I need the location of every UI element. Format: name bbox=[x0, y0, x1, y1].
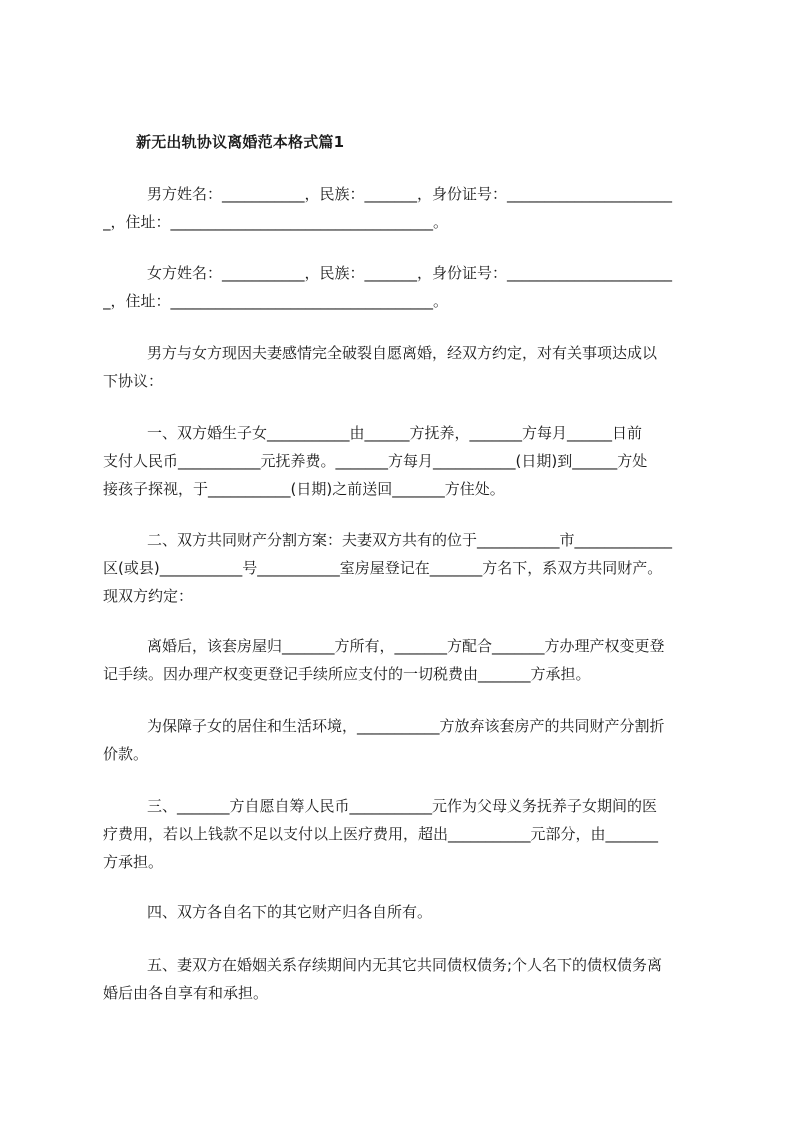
paragraph-clause-2-children bbox=[103, 712, 703, 768]
text-line: _，住址：___________________________________。 bbox=[103, 292, 449, 310]
paragraph-clause-3 bbox=[103, 792, 703, 876]
text-line: 二、双方共同财产分割方案：夫妻双方共有的位于___________市_____________ bbox=[147, 531, 673, 549]
text-line: 方承担。 bbox=[103, 853, 164, 871]
paragraph-preamble bbox=[103, 339, 703, 395]
text-line: 女方姓名：___________，民族：_______，身份证号：______________________ bbox=[147, 264, 673, 282]
paragraph-clause-4 bbox=[103, 898, 703, 926]
paragraph-female-info bbox=[103, 259, 703, 315]
text-line: 离婚后，该套房屋归_______方所有，_______方配合_______方办理产权变更登 bbox=[147, 637, 665, 655]
text-line: 价款。 bbox=[103, 745, 149, 763]
text-line: 婚后由各自享有和承担。 bbox=[103, 984, 269, 1002]
text-line: 三、_______方自愿自筹人民币___________元作为父母义务抚养子女期间的医 bbox=[147, 797, 658, 815]
paragraph-clause-5 bbox=[103, 951, 703, 1007]
text-line: 疗费用，若以上钱款不足以支付以上医疗费用，超出___________元部分，由_______ bbox=[103, 825, 659, 843]
paragraph-clause-1 bbox=[103, 419, 703, 503]
text-line: 现双方约定： bbox=[103, 587, 194, 605]
text-line: 记手续。因办理产权变更登记手续所应支付的一切税费由_______方承担。 bbox=[103, 665, 591, 683]
text-line: 为保障子女的居住和生活环境，___________方放弃该套房产的共同财产分割折 bbox=[147, 717, 665, 735]
text-line: 接孩子探视，于___________(日期)之前送回_______方住处。 bbox=[103, 480, 505, 498]
text-line: 四、双方各自名下的其它财产归各自所有。 bbox=[147, 903, 433, 921]
text-line: 支付人民币___________元抚养费。_______方每月___________(日期)到______方处 bbox=[103, 452, 648, 470]
text-line: _，住址：___________________________________。 bbox=[103, 213, 449, 231]
text-line: 一、双方婚生子女___________由______方抚养，_______方每月______日前 bbox=[147, 424, 643, 442]
text-line: 区(或县)___________号___________室房屋登记在_______方名下，系双方共同财产。 bbox=[103, 559, 663, 577]
text-line: 男方与女方现因夫妻感情完全破裂自愿离婚，经双方约定，对有关事项达成以 bbox=[147, 344, 658, 362]
text-line: 五、妻双方在婚姻关系存续期间内无其它共同债权债务;个人名下的债权债务离 bbox=[147, 956, 663, 974]
paragraph-clause-2-house bbox=[103, 632, 703, 688]
text-line: 下协议： bbox=[103, 372, 164, 390]
paragraph-male-info bbox=[103, 180, 703, 236]
document-title: 新无出轨协议离婚范本格式篇1 bbox=[136, 133, 345, 151]
text-line: 男方姓名：___________，民族：_______，身份证号：______________________ bbox=[147, 185, 673, 203]
paragraph-clause-2 bbox=[103, 526, 703, 610]
